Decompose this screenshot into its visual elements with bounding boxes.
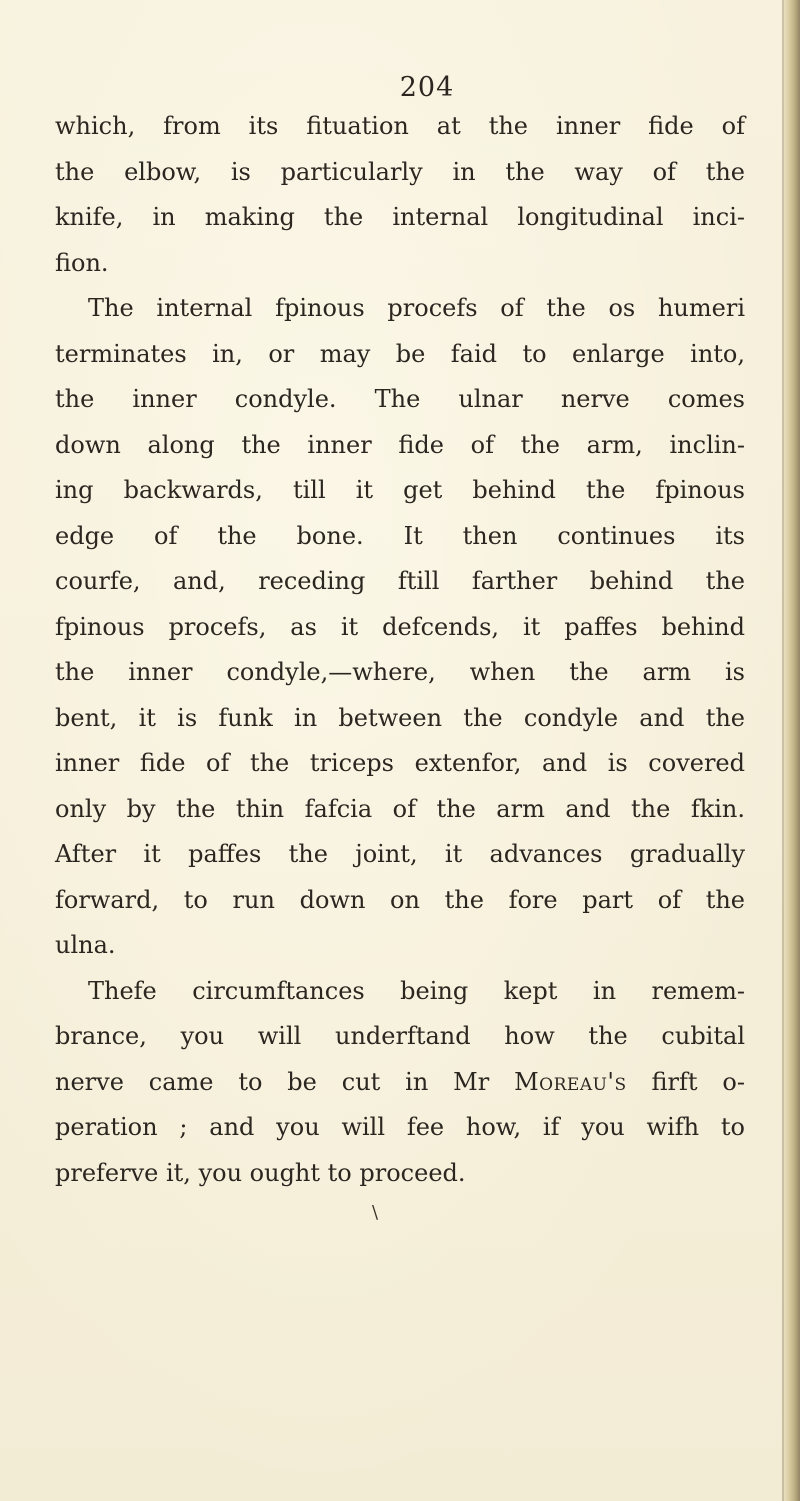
text-line: ing backwards, till it get behind the fpinous bbox=[55, 476, 745, 504]
text-line: terminates in, or may be faid to enlarge into, bbox=[55, 339, 745, 368]
text-line: the inner condyle,—where, when the arm is bbox=[55, 658, 745, 686]
text-line: forward, to run down on the fore part of the bbox=[55, 885, 745, 914]
text-line: knife, in making the internal longitudinal inci- bbox=[55, 203, 745, 231]
text-line: the elbow, is particularly in the way of the bbox=[55, 157, 745, 186]
author-name-small-caps: Moreau's bbox=[514, 1067, 627, 1096]
text-line: ulna. bbox=[55, 931, 116, 959]
text-line: courfe, and, receding ftill farther behind the bbox=[55, 567, 745, 595]
book-binding-edge bbox=[784, 0, 800, 1501]
text-line: fpinous procefs, as it defcends, it paffes behind bbox=[55, 612, 745, 641]
text-line: bent, it is funk in between the condyle and the bbox=[55, 703, 745, 732]
text-segment: firft o- bbox=[651, 1067, 745, 1096]
text-line: which, from its fituation at the inner fide of bbox=[55, 112, 745, 140]
text-line: peration ; and you will fee how, if you wifh to bbox=[55, 1113, 745, 1141]
text-line: Thefe circumftances being kept in remem- bbox=[88, 976, 745, 1005]
text-line-with-name bbox=[55, 1060, 745, 1106]
printer-mark: \ bbox=[372, 1202, 379, 1223]
text-line: edge of the bone. It then continues its bbox=[55, 521, 745, 550]
text-line: down along the inner fide of the arm, inclin- bbox=[55, 430, 745, 459]
page-number: 204 bbox=[399, 72, 455, 103]
text-line: the inner condyle. The ulnar nerve comes bbox=[55, 385, 745, 413]
text-line: preferve it, you ought to proceed. bbox=[55, 1158, 466, 1187]
text-line: brance, you will underftand how the cubital bbox=[55, 1022, 745, 1050]
text-line: inner fide of the triceps extenfor, and is covered bbox=[55, 749, 745, 777]
text-line: only by the thin fafcia of the arm and the fkin. bbox=[55, 794, 745, 823]
text-segment: nerve came to be cut in Mr bbox=[55, 1067, 490, 1096]
text-line: The internal fpinous procefs of the os humeri bbox=[88, 294, 745, 322]
text-line: fion. bbox=[55, 248, 109, 277]
page-body-text bbox=[55, 104, 745, 1196]
text-line: After it paffes the joint, it advances gradually bbox=[55, 840, 745, 868]
